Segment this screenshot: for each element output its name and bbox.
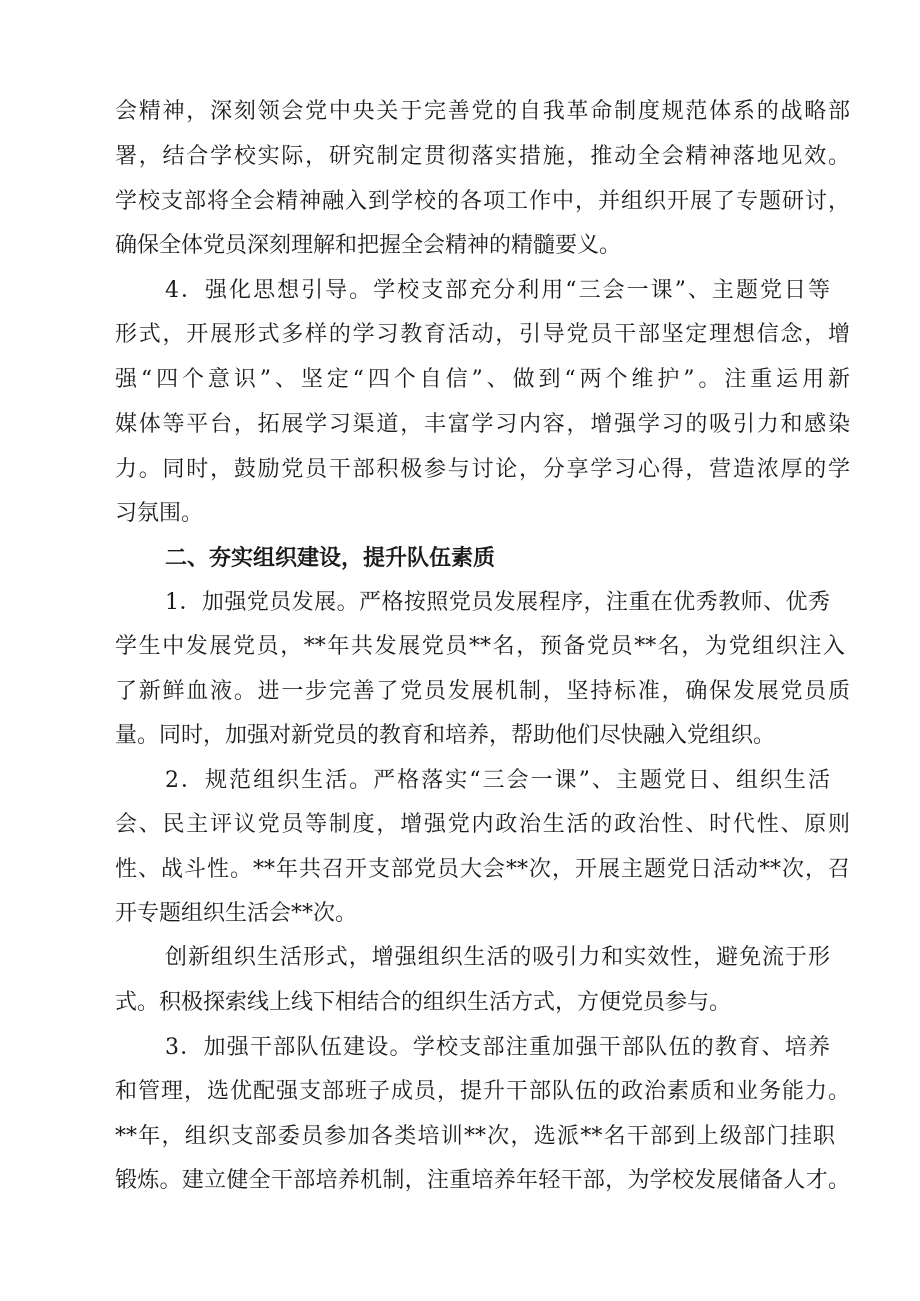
section-heading: 二、夯实组织建设，提升队伍素质 xyxy=(165,546,496,571)
body-line: 署，结合学校实际，研究制定贯彻落实措施，推动全会精神落地见效。 xyxy=(115,144,850,169)
body-line: 力。同时，鼓励党员干部积极参与讨论，分享学习心得，营造浓厚的学 xyxy=(115,457,850,482)
paragraph-first-line: 4．强化思想引导。学校支部充分利用“三会一课”、主题党日等 xyxy=(165,278,830,303)
body-line: 确保全体党员深刻理解和把握全会精神的精髓要义。 xyxy=(115,233,622,258)
body-line: 式。积极探索线上线下相结合的组织生活方式，方便党员参与。 xyxy=(115,990,732,1015)
body-line: 习氛围。 xyxy=(115,501,204,526)
body-line: 锻炼。建立健全干部培养机制，注重培养年轻干部，为学校发展储备人才。 xyxy=(115,1168,850,1193)
body-line: 开专题组织生活会**次。 xyxy=(115,901,358,926)
paragraph-first-line: 1．加强党员发展。严格按照党员发展程序，注重在优秀教师、优秀 xyxy=(165,590,830,615)
body-line: 性、战斗性。**年共召开支部党员大会**次，开展主题党日活动**次，召 xyxy=(115,857,850,882)
body-line: 学校支部将全会精神融入到学校的各项工作中，并组织开展了专题研讨， xyxy=(115,189,850,214)
body-line: **年，组织支部委员参加各类培训**次，选派**名干部到上级部门挂职 xyxy=(115,1124,835,1149)
body-line: 强“四个意识”、坚定“四个自信”、做到“两个维护”。注重运用新 xyxy=(115,367,850,392)
body-line: 量。同时，加强对新党员的教育和培养，帮助他们尽快融入党组织。 xyxy=(115,723,776,748)
body-line: 媒体等平台，拓展学习渠道，丰富学习内容，增强学习的吸引力和感染 xyxy=(115,412,850,437)
paragraph-first-line: 创新组织生活形式，增强组织生活的吸引力和实效性，避免流于形 xyxy=(165,945,830,970)
body-line: 和管理，选优配强支部班子成员，提升干部队伍的政治素质和业务能力。 xyxy=(115,1079,850,1104)
body-line: 学生中发展党员，**年共发展党员**名，预备党员**名，为党组织注入 xyxy=(115,634,845,659)
body-line: 形式，开展形式多样的学习教育活动，引导党员干部坚定理想信念，增 xyxy=(115,322,850,347)
body-line: 会、民主评议党员等制度，增强党内政治生活的政治性、时代性、原则 xyxy=(115,812,850,837)
paragraph-first-line: 2．规范组织生活。严格落实“三会一课”、主题党日、组织生活 xyxy=(165,768,830,793)
body-line: 会精神，深刻领会党中央关于完善党的自我革命制度规范体系的战略部 xyxy=(115,99,850,124)
paragraph-first-line: 3．加强干部队伍建设。学校支部注重加强干部队伍的教育、培养 xyxy=(165,1035,830,1060)
body-line: 了新鲜血液。进一步完善了党员发展机制，坚持标准，确保发展党员质 xyxy=(115,679,850,704)
